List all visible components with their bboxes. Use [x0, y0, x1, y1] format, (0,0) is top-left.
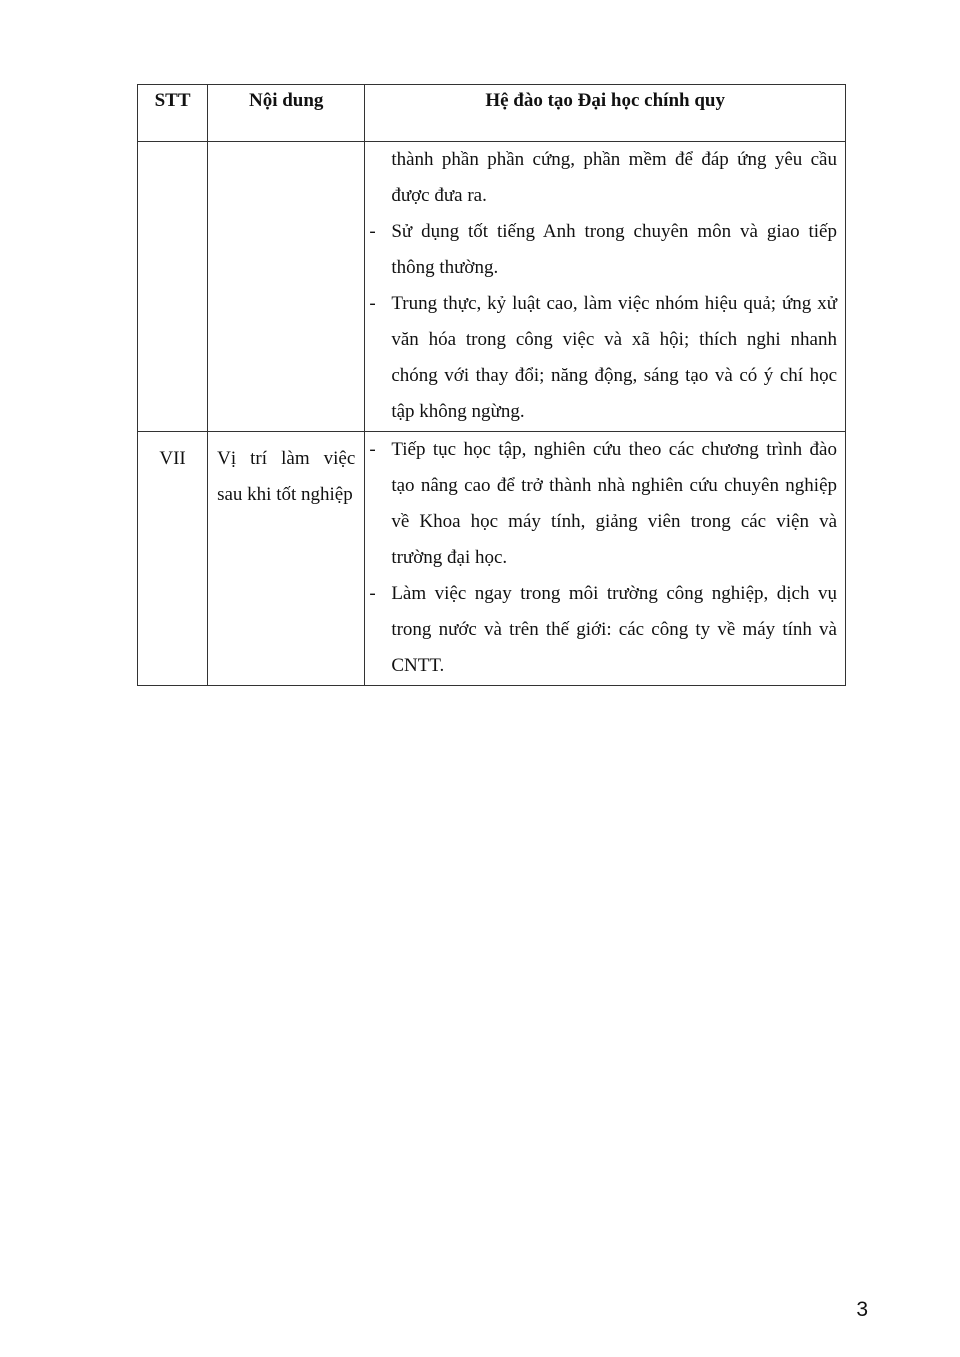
table-row: [138, 142, 846, 432]
list-item: [365, 432, 837, 576]
bullet-text: Làm việc ngay trong môi trường công nghiệp, dịch vụ trong nước và trên thế giới: các công ty về máy tính và CNTT.: [391, 583, 837, 676]
bullet-dash: -: [369, 293, 376, 314]
table-header-row: [138, 85, 846, 142]
bullet-dash: -: [369, 583, 376, 604]
row-stt: [138, 142, 208, 432]
list-item: [365, 286, 837, 430]
header-content: Nội dung: [208, 85, 365, 142]
bullet-list: [365, 142, 837, 430]
bullet-text: Trung thực, kỷ luật cao, làm việc nhóm hiệu quả; ứng xử văn hóa trong công việc và xã hội; thích nghi nhanh chóng với thay đổi; năng động, sáng tạo và có ý chí học tập không ngừng.: [391, 293, 837, 422]
page-number: 3: [856, 1298, 868, 1321]
row-program: [365, 142, 846, 432]
list-item: [365, 214, 837, 286]
bullet-list: [365, 432, 837, 684]
bullet-dash: -: [369, 221, 376, 242]
program-table: [137, 84, 846, 686]
bullet-text: Tiếp tục học tập, nghiên cứu theo các chương trình đào tạo nâng cao để trở thành nhà nghiên cứu chuyên nghiệp về Khoa học máy tính, giảng viên trong các viện và trường đại học.: [391, 439, 837, 568]
row-program: [365, 432, 846, 686]
bullet-text: Sử dụng tốt tiếng Anh trong chuyên môn và giao tiếp thông thường.: [391, 221, 837, 278]
continuation-text: [365, 142, 837, 214]
header-stt: STT: [138, 85, 208, 142]
list-item: [365, 576, 837, 684]
table-row: [138, 432, 846, 686]
header-program: Hệ đào tạo Đại học chính quy: [365, 85, 846, 142]
bullet-dash: -: [369, 439, 376, 460]
continuation-text-content: thành phần phần cứng, phần mềm để đáp ứng yêu cầu được đưa ra.: [391, 149, 837, 206]
row-content: [208, 142, 365, 432]
row-stt: VII: [138, 432, 208, 686]
row-content: Vị trí làm việc sau khi tốt nghiệp: [208, 432, 365, 686]
